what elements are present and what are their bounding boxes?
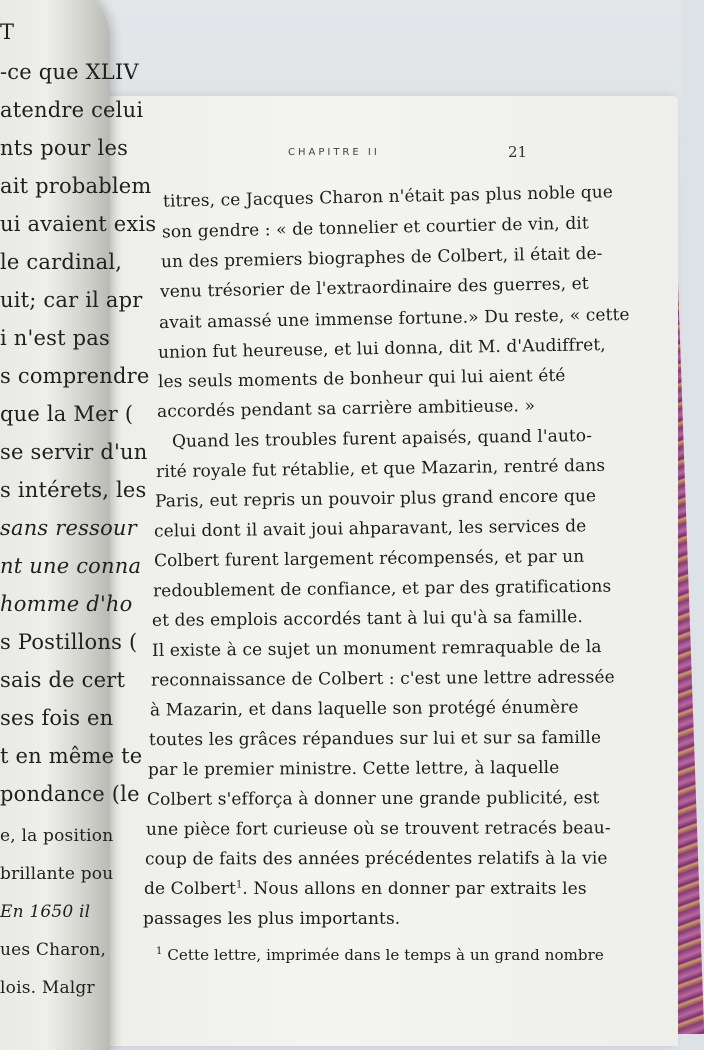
left-text-line: i n'est pas [0,326,110,350]
text-line: à Mazarin, et dans laquelle son protégé énumère [149,697,579,721]
text-line: une pièce fort curieuse où se trouvent retracés beau- [145,818,611,840]
footnote-text: Cette lettre, imprimée dans le temps à un grand nombre [167,946,604,964]
text-line: Colbert furent largement récompensés, et par un [153,546,585,572]
text-line: Paris, eut repris un pouvoir plus grand encore que [154,486,597,512]
left-text-line: t en même te [0,744,143,768]
text-line: par le premier ministre. Cette lettre, à laquelle [147,757,560,781]
left-text-line: ait probablem [0,174,152,198]
text-line: un des premiers biographes de Colbert, il était de- [160,243,603,273]
left-text-line: T [0,20,15,44]
text-line: venu trésorier de l'extraordinaire des guerres, et [159,273,589,303]
left-text-line: lois. Malgr [0,978,95,998]
left-text-line: ui avaient exis [0,212,157,236]
left-page [0,0,157,1050]
text-line: Il existe à ce sujet un monument remraquable de la [151,637,602,661]
text-line [144,879,587,899]
page-number: 21 [508,143,528,161]
footnote [156,946,604,964]
footnote-reference[interactable]: 1 [235,879,243,891]
text-line: avait amassé une immense fortune.» Du reste, « cette [158,304,630,334]
left-text-line: pondance (le [0,782,140,806]
left-text-line: s intérets, les [0,478,147,502]
left-text-line: atendre celui [0,98,144,122]
left-text-line: nt une conna [0,554,142,578]
text-fragment: . Nous allons en donner par extraits les [242,879,587,899]
text-line: rité royale fut rétablie, et que Mazarin, rentré dans [155,455,606,483]
text-line: titres, ce Jacques Charon n'était pas plus noble que [162,182,614,212]
text-line: union fut heureuse, et lui donna, dit M. d'Audiffret, [157,335,606,363]
text-line: celui dont il avait joui ahparavant, les services de [153,516,587,542]
left-text-line: ues Charon, [0,940,107,960]
left-text-line: sais de cert [0,668,126,692]
left-text-line: ses fois en [0,706,114,730]
left-text-line: -ce que XLIV [0,60,139,84]
left-text-line: le cardinal, [0,250,123,274]
text-line: toutes les grâces répandues sur lui et sur sa famille [148,727,602,751]
text-line: coup de faits des années précédentes relatifs à la vie [144,848,608,870]
left-text-line: sans ressour [0,516,137,540]
text-line: reconnaissance de Colbert : c'est une lettre adressée [150,667,615,691]
left-text-line: homme d'ho [0,592,133,616]
left-text-line: brillante pou [0,864,114,884]
left-text-line: s comprendre [0,364,150,388]
left-text-line: que la Mer ( [0,402,134,426]
text-line: Colbert s'efforça à donner une grande publicité, est [146,788,600,810]
text-fragment: de Colbert [144,879,236,899]
text-line: Quand les troubles furent apaisés, quand l'auto- [171,426,593,452]
left-text-line: En 1650 il [0,902,91,922]
left-text-line: uit; car il apr [0,288,143,312]
text-line: son gendre : « de tonnelier et courtier de vin, dit [161,213,590,243]
text-line: passages les plus importants. [143,909,401,929]
text-line: redoublement de confiance, et par des gratifications [152,576,612,602]
running-head: CHAPITRE II [288,147,380,158]
left-text-line: nts pour les [0,136,129,160]
left-text-line: s Postillons ( [0,630,138,654]
text-line: accordés pendant sa carrière ambitieuse. » [156,396,536,422]
text-line: et des emplois accordés tant à lui qu'à sa famille. [151,607,584,631]
left-text-line: e, la position [0,826,114,846]
left-text-line: se servir d'un [0,440,148,464]
footnote-marker: 1 [156,946,163,957]
text-line: les seuls moments de bonheur qui lui aient été [157,365,566,393]
